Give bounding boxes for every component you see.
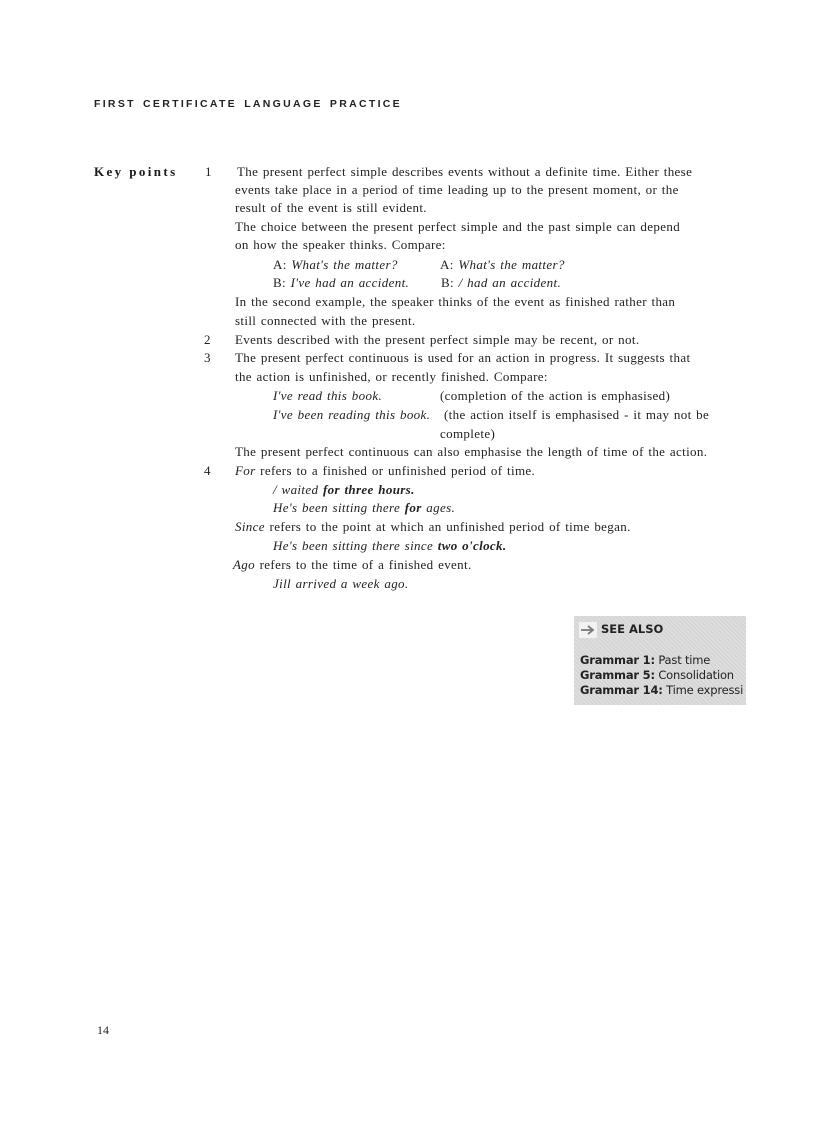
item3-example2-note-line1: (the action itself is emphasised - it may not be [444, 407, 710, 422]
item1-paragraph1-line1: The present perfect simple describes events without a definite time. Either these [237, 164, 693, 179]
item1-paragraph3-line1: In the second example, the speaker thinks of the event as finished rather than [235, 294, 676, 309]
see-also-link-grammar-5[interactable] [580, 668, 734, 682]
dialogue-label: A: [440, 257, 454, 272]
example-text: / waited [273, 482, 319, 497]
rule-text: refers to the point at which an unfinished period of time began. [269, 519, 631, 534]
key-points-heading: Key points [94, 164, 178, 179]
item4-for-rule [235, 463, 535, 479]
item3-paragraph1-line1: The present perfect continuous is used for an action in progress. It suggests that [235, 350, 691, 365]
item1-paragraph3-line2: still connected with the present. [235, 313, 416, 328]
item3-example1: I've read this book. [273, 388, 383, 403]
dialogue-text: What's the matter? [291, 257, 398, 272]
item3-example1-note: (completion of the action is emphasised) [440, 388, 671, 403]
arrow-right-icon [579, 622, 597, 638]
see-also-topic: Past time [658, 653, 711, 667]
dialogue-line-a1 [273, 257, 398, 273]
emphasis-text: for [404, 500, 422, 515]
item3-paragraph1-line2: the action is unfinished, or recently finished. Compare: [235, 369, 548, 384]
see-also-link-grammar-1[interactable] [580, 653, 710, 667]
keyword-since: Since [235, 519, 265, 534]
item3-example2: I've been reading this book. [273, 407, 431, 422]
dialogue-line-a2 [440, 257, 565, 273]
item4-example2 [273, 500, 455, 516]
emphasis-text: for three hours. [322, 482, 415, 497]
emphasis-text: two o'clock. [437, 538, 507, 553]
item4-example4: Jill arrived a week ago. [273, 576, 409, 591]
running-header: FIRST CERTIFICATE LANGUAGE PRACTICE [94, 98, 402, 110]
page-number: 14 [97, 1023, 109, 1037]
rule-text: refers to a finished or unfinished period of time. [260, 463, 536, 478]
dialogue-label: B: [273, 275, 286, 290]
item1-paragraph1-line3: result of the event is still evident. [235, 200, 427, 215]
dialogue-label: A: [273, 257, 287, 272]
item4-example3 [273, 538, 507, 554]
item2-paragraph1: Events described with the present perfect simple may be recent, or not. [235, 332, 640, 347]
item-number-2: 2 [204, 332, 211, 347]
item3-paragraph2: The present perfect continuous can also emphasise the length of time of the action. [235, 444, 708, 459]
see-also-box [574, 616, 746, 705]
example-text: He's been sitting there [273, 500, 401, 515]
dialogue-label: B: [441, 275, 454, 290]
see-also-label: Grammar 14: [580, 683, 663, 697]
see-also-topic: Consolidation [658, 668, 734, 682]
example-text: ages. [426, 500, 456, 515]
item-number-1: 1 [205, 164, 212, 179]
item1-paragraph2-line2: on how the speaker thinks. Compare: [235, 237, 446, 252]
see-also-label: Grammar 1: [580, 653, 655, 667]
dialogue-text: / had an accident. [458, 275, 562, 290]
keyword-for: For [235, 463, 256, 478]
see-also-topic: Time expressi [666, 683, 744, 697]
item4-ago-rule [233, 557, 472, 573]
item1-paragraph2-line1: The choice between the present perfect simple and the past simple can depend [235, 219, 681, 234]
dialogue-line-b1 [273, 275, 409, 291]
keyword-ago: Ago [233, 557, 255, 572]
item-number-3: 3 [204, 350, 211, 365]
item3-example2-note-line2: complete) [440, 426, 496, 441]
dialogue-text: What's the matter? [458, 257, 565, 272]
item4-since-rule [235, 519, 631, 535]
see-also-title: SEE ALSO [601, 622, 664, 636]
item4-example1 [273, 482, 415, 498]
example-text: He's been sitting there since [273, 538, 434, 553]
rule-text: refers to the time of a finished event. [259, 557, 472, 572]
item-number-4: 4 [204, 463, 211, 478]
item1-paragraph1-line2: events take place in a period of time leading up to the present moment, or the [235, 182, 679, 197]
dialogue-line-b2 [441, 275, 561, 291]
dialogue-text: I've had an accident. [290, 275, 410, 290]
see-also-link-grammar-14[interactable] [580, 683, 743, 697]
see-also-label: Grammar 5: [580, 668, 655, 682]
